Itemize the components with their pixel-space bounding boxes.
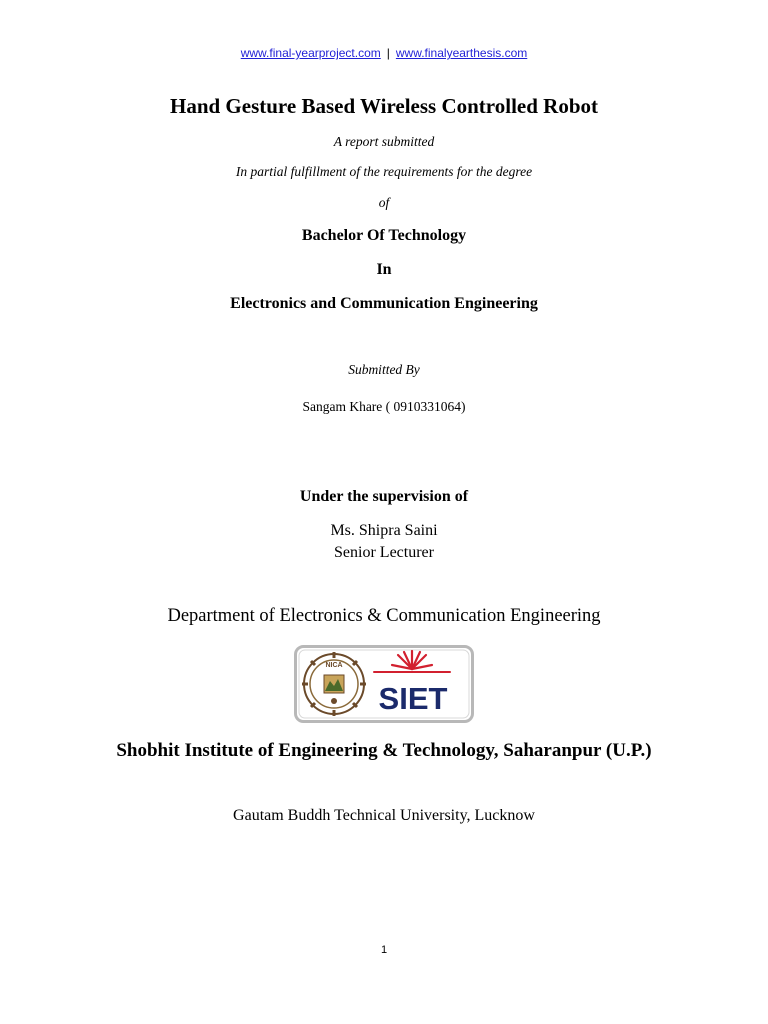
institute-name: Shobhit Institute of Engineering & Technology, Saharanpur (U.P.) bbox=[116, 740, 652, 761]
submitted-by-label: Submitted By bbox=[348, 362, 420, 377]
supervision-label: Under the supervision of bbox=[299, 488, 469, 505]
university-name: Gautam Buddh Technical University, Lucknow bbox=[233, 807, 535, 824]
of-text: of bbox=[378, 195, 390, 210]
siet-logo bbox=[294, 645, 474, 723]
svg-text:NICA: NICA bbox=[325, 662, 343, 669]
in-text: In bbox=[376, 261, 392, 278]
header-links bbox=[0, 46, 768, 60]
finalyearthesis-link[interactable]: www.finalyearthesis.com bbox=[395, 46, 528, 60]
branch-text: Electronics and Communication Engineering bbox=[230, 295, 538, 312]
header-separator: | bbox=[386, 46, 390, 60]
supervisor-title: Senior Lecturer bbox=[334, 544, 434, 561]
siet-logo-text: SIET bbox=[378, 681, 448, 716]
student-name: Sangam Khare ( 0910331064) bbox=[302, 399, 466, 414]
report-submitted-text: A report submitted bbox=[333, 134, 435, 149]
page-number: 1 bbox=[380, 944, 388, 956]
seal-icon bbox=[302, 652, 366, 716]
supervisor-name: Ms. Shipra Saini bbox=[330, 522, 438, 539]
fulfillment-text: In partial fulfillment of the requirements for the degree bbox=[235, 164, 533, 179]
degree-text: Bachelor Of Technology bbox=[301, 227, 467, 244]
document-title: Hand Gesture Based Wireless Controlled Robot bbox=[169, 94, 598, 118]
department-text: Department of Electronics & Communication Engineering bbox=[167, 606, 601, 626]
final-yearproject-link[interactable]: www.final-yearproject.com bbox=[240, 46, 381, 60]
